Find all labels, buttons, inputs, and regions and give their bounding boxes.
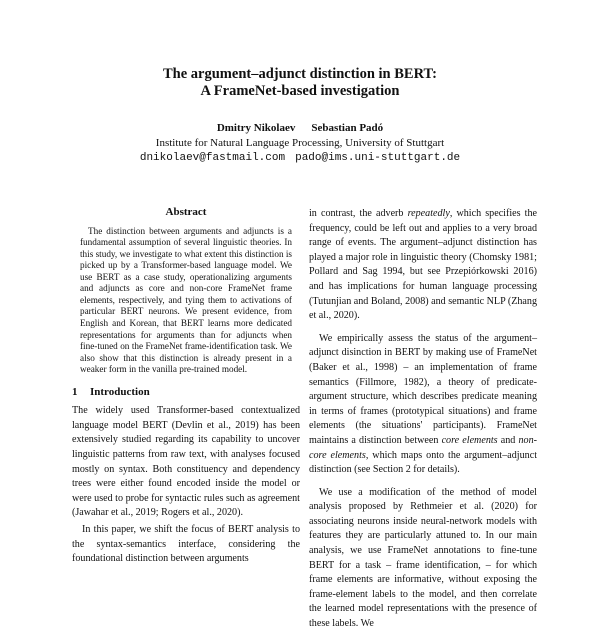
author-email: dnikolaev@fastmail.com: [139, 152, 286, 164]
left-column: [72, 205, 300, 567]
section-title: Introduction: [90, 385, 150, 398]
author-email: pado@ims.uni-stuttgart.de: [295, 152, 461, 164]
text-run: , which maps onto the argument–adjunct distinction (see Section 2 for details).: [309, 449, 537, 476]
text-run: and: [497, 434, 519, 446]
emphasis-text: repeatedly: [407, 208, 450, 219]
abstract-heading: Abstract: [165, 206, 207, 218]
paper-title: [0, 66, 600, 100]
author-name: Sebastian Padó: [311, 122, 384, 134]
affiliation: Institute for Natural Language Processing, University of Stuttgart: [155, 137, 445, 149]
section-number: 1: [72, 385, 78, 398]
text-run: in contrast, the adverb: [309, 208, 408, 219]
intro-paragraph-1: The widely used Transformer-based contextualized language model BERT (Devlin et al., 2019) has been extensively studied regarding its capability to uncover linguistic patterns from raw text, with analyses focused mostly on syntax. Both constituency and dependency trees were either found encoded inside the model or were used to probe for syntactic rules such as agreement (Jawahar et al., 2019; Rogers et al., 2020).: [72, 405, 300, 519]
author-list: [0, 122, 600, 134]
abstract-text: The distinction between arguments and adjuncts is a fundamental assumption of several linguistic theories. In this study, we investigate to what extent this distinction is picked up by a Transformer-based language model. We use BERT as a case study, operationalizing arguments and adjuncts as core and non-core FrameNet frame elements, respectively, and tying them to activations of particular BERT neurons. We present evidence, from English and Korean, that BERT learns more dedicated representations for arguments than for adjuncts when fine-tuned on the FrameNet frame-identification task. We also show that this distinction is already present in a weaker form in the vanilla pre-trained model.: [80, 225, 292, 375]
author-emails: [0, 152, 600, 164]
title-line-1: The argument–adjunct distinction in BERT:: [163, 66, 437, 82]
introduction-body: [72, 404, 300, 567]
right-paragraph-1: [309, 207, 537, 324]
text-run: , which specifies the frequency, could be left out and applies to a very broad range of events. The argument–adjunct distinction has played a major role in linguistic theory (Chomsky 1981; Pollard and Sag 1994, but see Przepiórkowski 2016) and has implications for human language processing (Tutunjian and Boland, 2008) and semantic NLP (Zhang et al., 2020).: [309, 208, 538, 322]
right-paragraph-2: [309, 332, 537, 478]
abstract-body: [80, 226, 292, 376]
intro-paragraph-2: In this paper, we shift the focus of BERT analysis to the syntax-semantics interface, considering the foundational distinction between arguments: [72, 524, 300, 565]
section-heading-introduction: [72, 385, 300, 400]
text-run: We empirically assess the status of the argument–adjunct disinction in BERT by making use of FrameNet (Baker et al., 1998) – an implementation of frame semantics (Fillmore, 1982), a theory of predicate-argument structure, which describes predicate meaning in terms of frames (prototypical situations) and frame elements (the situations' participants). FrameNet maintains a distinction between: [309, 332, 537, 446]
emphasis-text: non-core elements: [309, 434, 537, 461]
right-paragraph-3: We use a modification of the method of model analysis proposed by Rethmeier et al. (2020) for associating neurons inside neural-network models with features they are particularly attuned to. In our main analysis, we use FrameNet annotations to fine-tune BERT for a task – frame identification, – for which frame elements are informative, without exposing the frame-element labels to the model, and then correlate the learned model representations with the presence of these labels. We: [309, 486, 537, 630]
author-name: Dmitry Nikolaev: [216, 122, 296, 134]
emphasis-text: core elements: [441, 434, 498, 446]
right-column: [309, 207, 537, 632]
title-line-2: A FrameNet-based investigation: [200, 83, 400, 99]
